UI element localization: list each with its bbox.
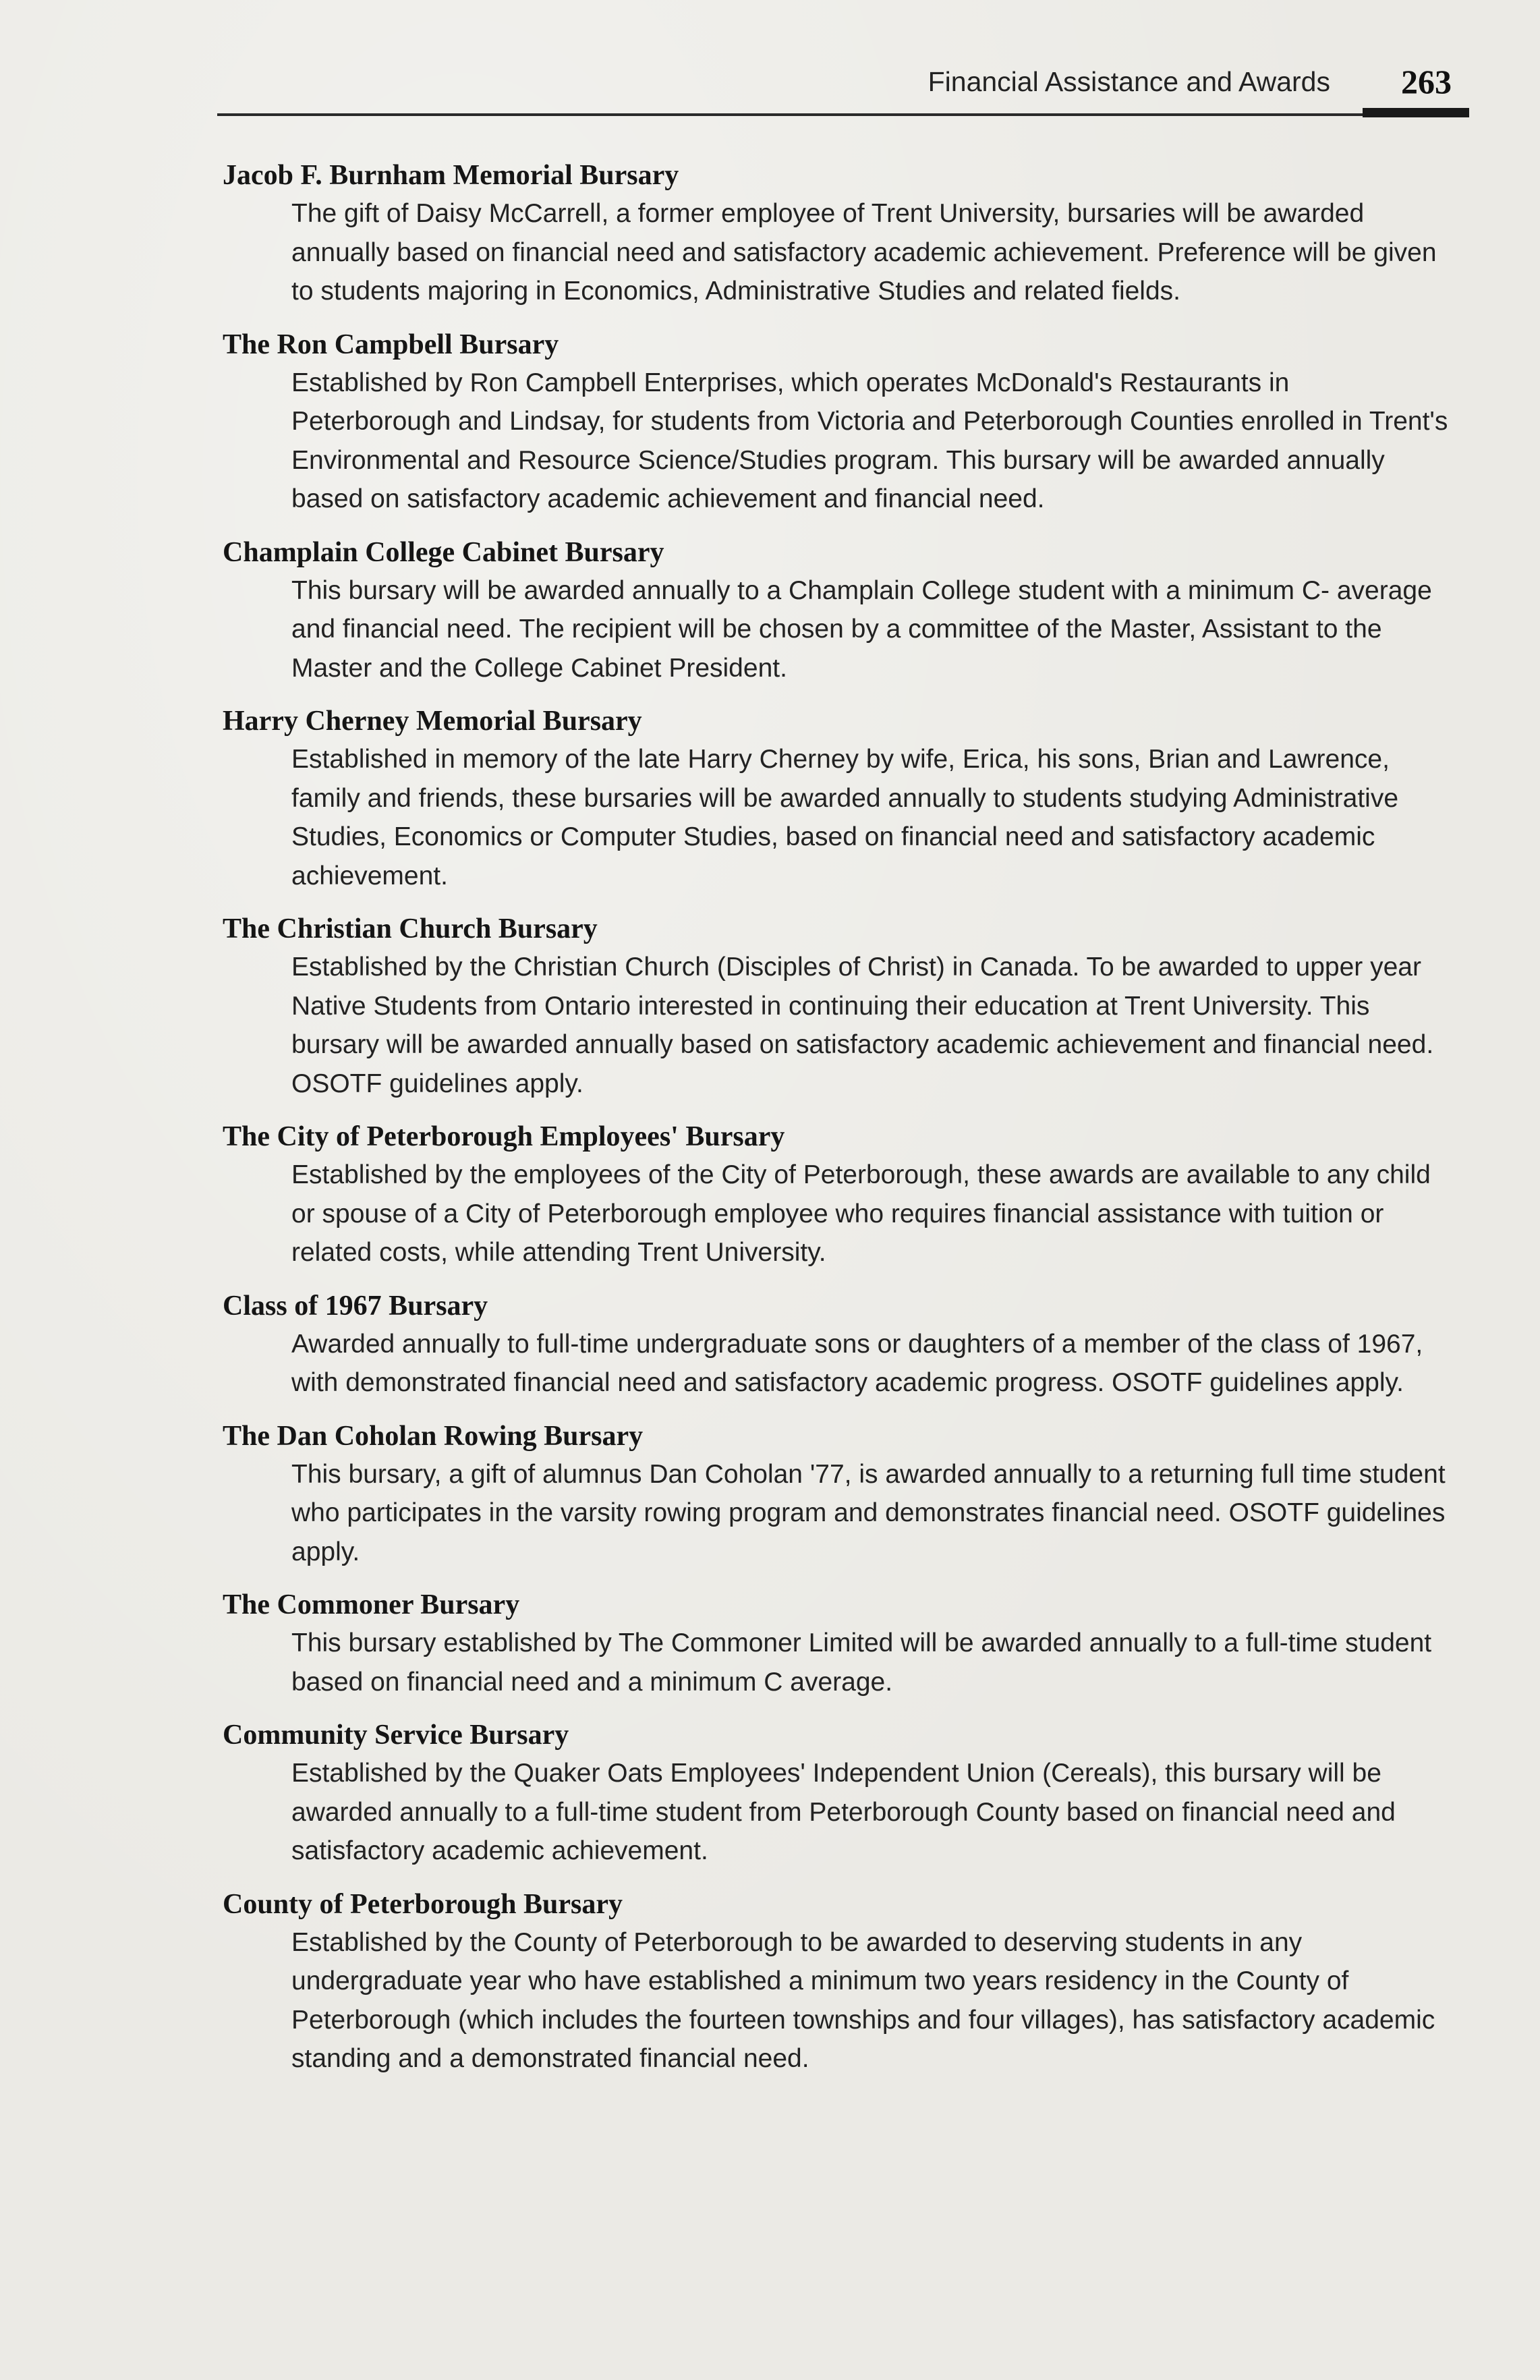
bursary-title: Community Service Bursary — [223, 1720, 569, 1751]
bursary-description: This bursary, a gift of alumnus Dan Coholan '77, is awarded annually to a returning full time student who participates in the varsity rowing program and demonstrates financial need. OSOTF guidelines apply. — [291, 1459, 1446, 1566]
bursary-entry — [223, 326, 1477, 519]
bursary-title: The Dan Coholan Rowing Bursary — [223, 1420, 644, 1452]
bursary-title: Class of 1967 Bursary — [223, 1290, 488, 1322]
bursary-title: Harry Cherney Memorial Bursary — [223, 706, 642, 737]
bursary-title: County of Peterborough Bursary — [223, 1888, 623, 1920]
bursary-description: Established in memory of the late Harry Cherney by wife, Erica, his sons, Brian and Lawrence, family and friends, these bursaries will be awarded annually to students studying Administrative Studies, Economics or Computer Studies, based on financial need and satisfactory academic achievement. — [291, 745, 1399, 890]
bursary-entry — [223, 1287, 1477, 1402]
bursary-entry — [223, 157, 1477, 311]
bursary-description: This bursary will be awarded annually to a Champlain College student with a minimum C- average and financial need. The recipient will be chosen by a committee of the Master, Assistant to the Master and the College Cabinet President. — [291, 575, 1432, 683]
page-number: 263 — [1401, 63, 1452, 101]
bursary-entry — [223, 1118, 1477, 1272]
bursary-entry — [223, 910, 1477, 1103]
bursary-description: Awarded annually to full-time undergraduate sons or daughters of a member of the class of 1967, with demonstrated financial need and satisfactory academic progress. OSOTF guidelines apply. — [291, 1329, 1423, 1397]
running-header — [217, 62, 1472, 116]
bursary-description: Established by Ron Campbell Enterprises, which operates McDonald's Restaurants in Peterborough and Lindsay, for students from Victoria and Peterborough Counties enrolled in Trent's Environmental and Resource Science/Studies program. This bursary will be awarded annually based on satisfactory academic achievement and financial need. — [291, 368, 1448, 513]
bursary-title: The Commoner Bursary — [223, 1589, 520, 1620]
bursary-entry — [223, 1716, 1477, 1871]
header-rule — [217, 113, 1469, 116]
bursary-entry — [223, 702, 1477, 895]
bursary-description: Established by the Quaker Oats Employees' Independent Union (Cereals), this bursary will be awarded annually to a full-time student from Peterborough County based on financial need and satisfactory academic achievement. — [291, 1759, 1396, 1865]
bursary-description: Established by the County of Peterborough to be awarded to deserving students in any undergraduate year who have established a minimum two years residency in the County of Peterborough (which includes the fourteen townships and four villages), has satisfactory academic standing and a demonstrated financial need. — [291, 1927, 1435, 2073]
bursary-description: The gift of Daisy McCarrell, a former employee of Trent University, bursaries will be awarded annually based on financial need and satisfactory academic achievement. Preference will be given to students majoring in Economics, Administrative Studies and related fields. — [291, 199, 1437, 306]
bursary-entry — [223, 1886, 1477, 2078]
bursary-entry — [223, 534, 1477, 688]
bursary-title: The Ron Campbell Bursary — [223, 329, 559, 360]
bursary-title: The City of Peterborough Employees' Bursary — [223, 1121, 785, 1152]
bursary-description: Established by the Christian Church (Disciples of Christ) in Canada. To be awarded to upper year Native Students from Ontario interested in continuing their education at Trent University. This bursary will be awarded annually based on satisfactory academic achievement and financial need. OSOTF guidelines apply. — [291, 953, 1434, 1098]
bursary-title: Champlain College Cabinet Bursary — [223, 536, 664, 568]
bursary-description: Established by the employees of the City of Peterborough, these awards are available to any child or spouse of a City of Peterborough employee who requires financial assistance with tuition or related costs, while attending Trent University. — [291, 1160, 1431, 1267]
bursary-list — [223, 157, 1477, 2093]
bursary-entry — [223, 1417, 1477, 1572]
bursary-title: Jacob F. Burnham Memorial Bursary — [223, 160, 679, 191]
bursary-description: This bursary established by The Commoner Limited will be awarded annually to a full-time student based on financial need and a minimum C average. — [291, 1628, 1432, 1697]
bursary-title: The Christian Church Bursary — [223, 913, 598, 944]
header-rule-marker — [1363, 108, 1469, 117]
bursary-entry — [223, 1586, 1477, 1701]
running-title: Financial Assistance and Awards — [928, 66, 1330, 97]
